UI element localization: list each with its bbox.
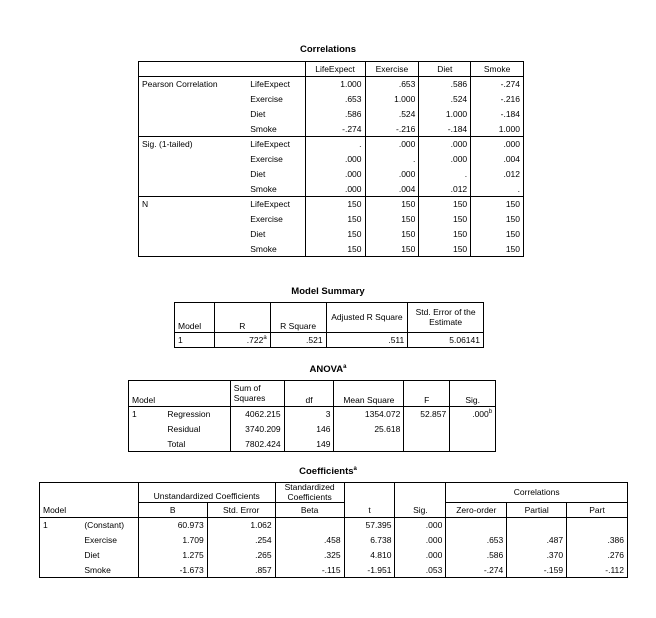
table-row (40, 563, 628, 578)
value-cell: 150 (419, 212, 471, 227)
correlations-title: Correlations (300, 44, 356, 55)
header-zero-order: Zero-order (446, 503, 507, 518)
model-number (40, 548, 82, 563)
sig-cell: .053 (395, 563, 446, 578)
value-cell: . (471, 182, 524, 197)
value-cell: 150 (365, 227, 419, 242)
header-unstandardized: Unstandardized Coefficients (138, 483, 275, 503)
value-cell: -.274 (471, 77, 524, 92)
ss-cell: 7802.424 (230, 437, 284, 452)
part-cell: .276 (567, 548, 628, 563)
sig-cell: .000 (395, 518, 446, 533)
table-row (139, 212, 524, 227)
value-cell: 1.000 (365, 92, 419, 107)
value-cell: .000 (305, 182, 365, 197)
value-cell: .000 (365, 167, 419, 182)
ms-cell: 1354.072 (334, 407, 404, 422)
se-cell: 1.062 (207, 518, 275, 533)
row-label: Exercise (247, 212, 305, 227)
value-cell: 150 (305, 197, 365, 212)
df-cell: 149 (284, 437, 334, 452)
value-cell: 150 (471, 242, 524, 257)
model-number: 1 (129, 407, 165, 422)
section-label: Sig. (1-tailed) (139, 137, 248, 152)
value-cell: .653 (365, 77, 419, 92)
b-cell: 1.709 (138, 533, 207, 548)
section-label: Pearson Correlation (139, 77, 248, 92)
row-label: LifeExpect (247, 137, 305, 152)
header-mean-square: Mean Square (334, 381, 404, 407)
header-sig: Sig. (450, 381, 496, 407)
se-cell: .254 (207, 533, 275, 548)
row-label: Exercise (247, 92, 305, 107)
header-std-error: Std. Error (207, 503, 275, 518)
section-label (139, 167, 248, 182)
value-cell: 150 (419, 197, 471, 212)
value-cell: .653 (305, 92, 365, 107)
model-summary-title: Model Summary (291, 286, 365, 297)
t-cell: -1.951 (344, 563, 395, 578)
sig-cell (450, 422, 496, 437)
row-label: Diet (84, 549, 100, 560)
table-row (139, 77, 524, 92)
section-label (139, 92, 248, 107)
f-cell: 52.857 (404, 407, 450, 422)
t-cell: 4.810 (344, 548, 395, 563)
model-summary-table (174, 302, 484, 348)
row-label: Smoke (81, 563, 138, 578)
value-cell: 150 (305, 212, 365, 227)
col-header: LifeExpect (305, 62, 365, 77)
beta-cell (275, 518, 344, 533)
ms-cell: 25.618 (334, 422, 404, 437)
header-sum-of-squares: Sum of Squares (230, 381, 284, 407)
table-row (40, 548, 628, 563)
sig-value: .000 (472, 409, 489, 419)
value-cell: .000 (305, 152, 365, 167)
value-cell: 150 (419, 227, 471, 242)
beta-cell: .458 (275, 533, 344, 548)
sig-cell (450, 437, 496, 452)
adj-r-square-value: .511 (326, 333, 408, 348)
t-cell: 57.395 (344, 518, 395, 533)
header-sig: Sig. (395, 503, 446, 518)
table-row (139, 122, 524, 137)
value-cell: 150 (471, 212, 524, 227)
section-label (139, 182, 248, 197)
table-row (40, 518, 628, 533)
table-row (139, 227, 524, 242)
ss-cell: 3740.209 (230, 422, 284, 437)
section-label (139, 152, 248, 167)
header-model: Model (175, 303, 215, 333)
header-df: df (284, 381, 334, 407)
value-cell: 150 (365, 242, 419, 257)
b-cell: 1.275 (138, 548, 207, 563)
f-cell (404, 437, 450, 452)
table-row (40, 533, 628, 548)
value-cell: 150 (305, 227, 365, 242)
part-cell: -.112 (567, 563, 628, 578)
value-cell: .012 (419, 182, 471, 197)
section-label (139, 122, 248, 137)
anova-title: ANOVA$^a$ (309, 363, 347, 375)
r-value: .722$^a$ (214, 333, 270, 348)
beta-cell: -.115 (275, 563, 344, 578)
row-label: LifeExpect (247, 197, 305, 212)
ss-cell: 4062.215 (230, 407, 284, 422)
header-r: R (214, 303, 270, 333)
beta-cell: .325 (275, 548, 344, 563)
se-cell: .857 (207, 563, 275, 578)
value-cell: .012 (471, 167, 524, 182)
std-error-value: 5.06141 (408, 333, 484, 348)
table-row (139, 152, 524, 167)
partial-cell: .370 (507, 548, 567, 563)
table-row (129, 407, 528, 422)
row-label: (Constant) (84, 520, 125, 530)
value-cell: .004 (365, 182, 419, 197)
value-cell: 150 (471, 197, 524, 212)
value-cell: -.274 (305, 122, 365, 137)
value-cell: -.216 (365, 122, 419, 137)
part-cell (567, 518, 628, 533)
row-label: LifeExpect (247, 77, 305, 92)
row-label: Smoke (247, 242, 305, 257)
value-cell: 150 (365, 212, 419, 227)
f-cell (404, 422, 450, 437)
model-number: 1 (175, 333, 215, 348)
value-cell: 1.000 (471, 122, 524, 137)
table-row (139, 107, 524, 122)
row-label: Exercise (247, 152, 305, 167)
value-cell: .524 (365, 107, 419, 122)
value-cell: .000 (471, 137, 524, 152)
row-label: Total (164, 437, 230, 452)
sig-cell (450, 407, 496, 422)
b-cell: 60.973 (138, 518, 207, 533)
sig-cell: .000 (395, 548, 446, 563)
header-beta: Beta (275, 503, 344, 518)
header-t: t (344, 503, 395, 518)
header-part: Part (567, 503, 628, 518)
header-std-error: Std. Error of the Estimate (408, 303, 484, 333)
zero-cell (446, 518, 507, 533)
value-cell: . (365, 152, 419, 167)
value-cell: .000 (305, 167, 365, 182)
b-cell: -1.673 (138, 563, 207, 578)
df-cell: 146 (284, 422, 334, 437)
model-number (129, 437, 165, 452)
value-cell: -.184 (419, 122, 471, 137)
value-cell: .586 (305, 107, 365, 122)
header-model: Model (40, 503, 139, 518)
model-number (40, 563, 82, 578)
correlations-table (138, 61, 524, 257)
row-label: Regression (167, 409, 211, 419)
header-b: B (138, 503, 207, 518)
table-row (129, 437, 528, 452)
row-label: Diet (247, 107, 305, 122)
table-row (129, 422, 528, 437)
header-correlations: Correlations (446, 483, 628, 503)
table-row (139, 167, 524, 182)
value-cell: 150 (305, 242, 365, 257)
r-square-value: .521 (270, 333, 326, 348)
section-label (139, 242, 248, 257)
value-cell: .000 (419, 137, 471, 152)
row-label: Residual (167, 423, 201, 434)
df-cell: 3 (284, 407, 334, 422)
zero-cell: .653 (446, 533, 507, 548)
header-partial: Partial (507, 503, 567, 518)
ms-cell (334, 437, 404, 452)
coefficients-table (39, 482, 628, 578)
value-cell: .004 (471, 152, 524, 167)
value-cell: 150 (419, 242, 471, 257)
value-cell: -.216 (471, 92, 524, 107)
anova-table (128, 380, 528, 452)
coefficients-title: Coefficients$^a$ (299, 465, 357, 477)
model-number (40, 533, 82, 548)
col-header: Smoke (471, 62, 524, 77)
table-row (139, 197, 524, 212)
col-header: Exercise (365, 62, 419, 77)
header-adj-r-square: Adjusted R Square (326, 303, 408, 333)
value-cell: 150 (365, 197, 419, 212)
table-row (139, 137, 524, 152)
value-cell: .000 (365, 137, 419, 152)
partial-cell (507, 518, 567, 533)
model-number (129, 422, 165, 437)
col-header: Diet (419, 62, 471, 77)
partial-cell: .487 (507, 533, 567, 548)
table-row (139, 182, 524, 197)
value-cell: 150 (471, 227, 524, 242)
row-label: Exercise (84, 534, 117, 545)
section-label: N (139, 197, 248, 212)
t-cell: 6.738 (344, 533, 395, 548)
value-cell: . (419, 167, 471, 182)
row-label: Diet (247, 227, 305, 242)
value-cell: . (305, 137, 365, 152)
value-cell: -.184 (471, 107, 524, 122)
se-cell: .265 (207, 548, 275, 563)
model-number: 1 (40, 518, 82, 533)
row-label: Diet (247, 167, 305, 182)
row-label: Smoke (247, 182, 305, 197)
value-cell: .586 (419, 77, 471, 92)
value-cell: 1.000 (419, 107, 471, 122)
header-r-square: R Square (270, 303, 326, 333)
row-label: Smoke (247, 122, 305, 137)
section-label (139, 212, 248, 227)
section-label (139, 107, 248, 122)
zero-cell: .586 (446, 548, 507, 563)
value-cell: .524 (419, 92, 471, 107)
value-cell: 1.000 (305, 77, 365, 92)
part-cell: .386 (567, 533, 628, 548)
value-cell: .000 (419, 152, 471, 167)
header-model: Model (129, 381, 231, 407)
section-label (139, 227, 248, 242)
table-row (139, 92, 524, 107)
header-f: F (404, 381, 450, 407)
table-row (139, 242, 524, 257)
partial-cell: -.159 (507, 563, 567, 578)
footnote-marker: b (488, 409, 493, 416)
header-standardized: Standardized Coefficients (275, 483, 344, 503)
zero-cell: -.274 (446, 563, 507, 578)
sig-cell: .000 (395, 533, 446, 548)
